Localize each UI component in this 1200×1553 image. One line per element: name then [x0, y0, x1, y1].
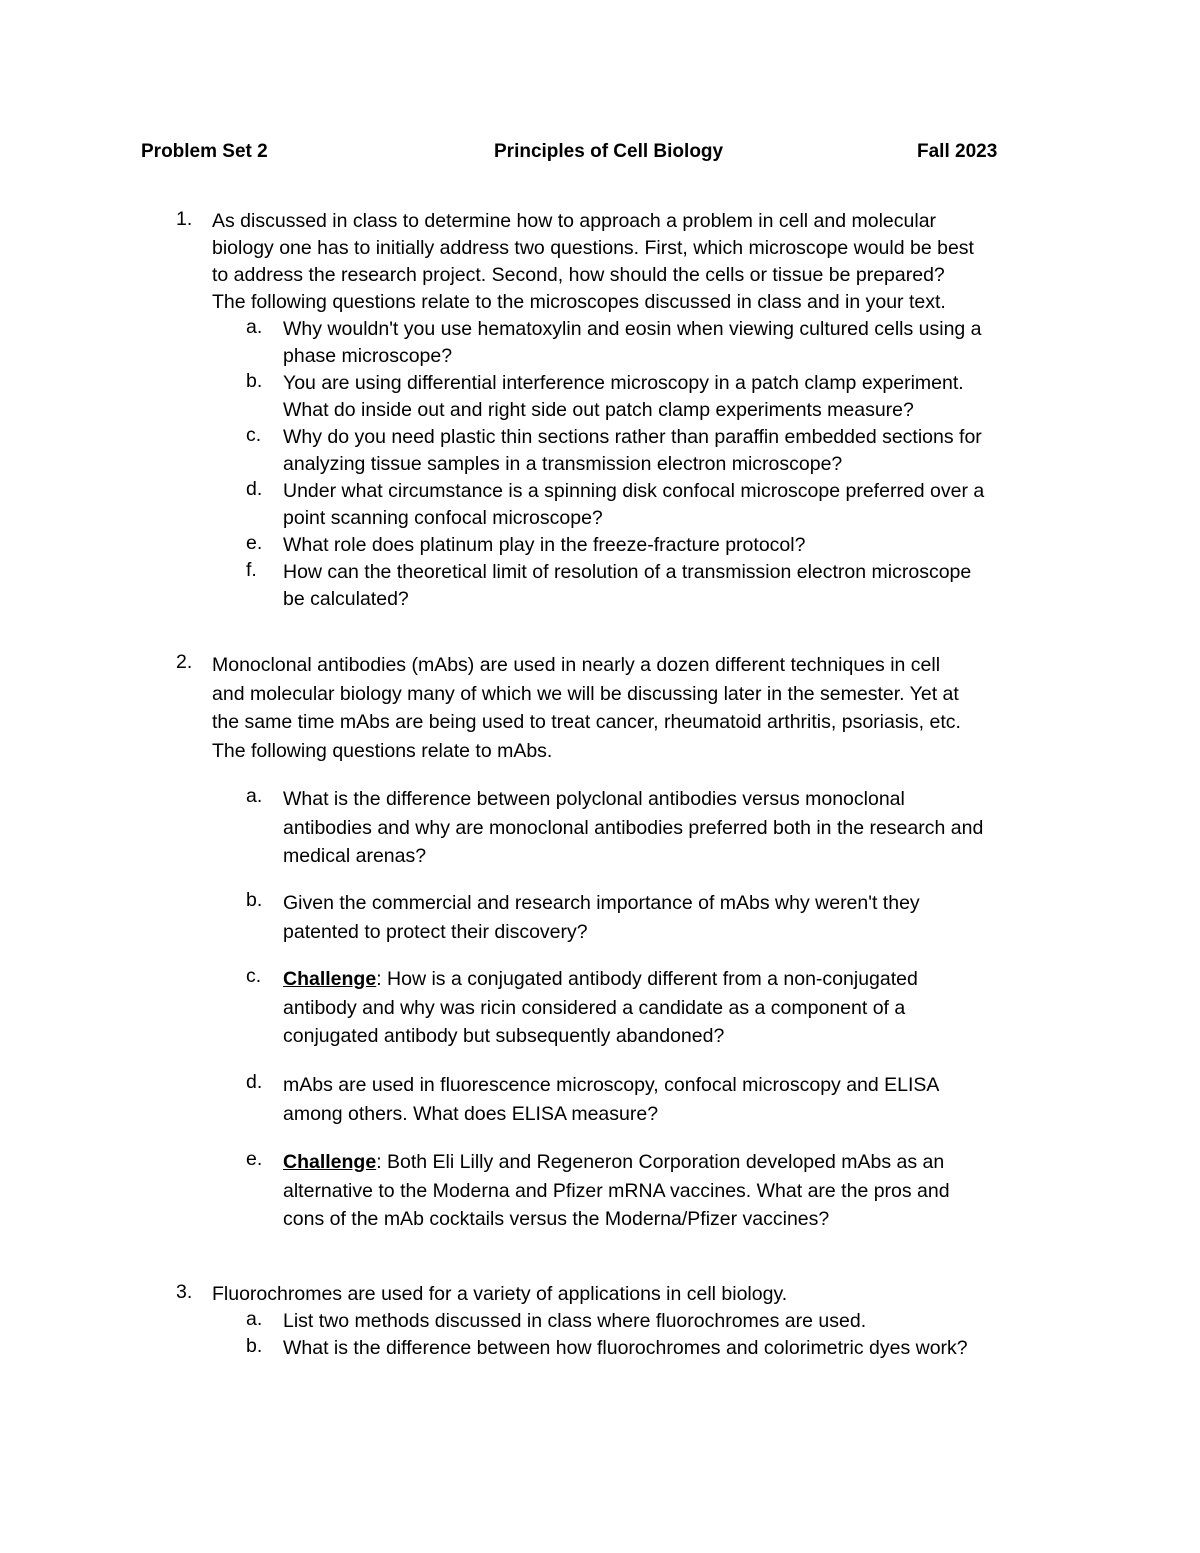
challenge-label: Challenge — [283, 968, 377, 990]
text-line: point scanning confocal microscope? — [283, 507, 603, 529]
question-text — [212, 208, 1072, 316]
text-line: Given the commercial and research importance of mAbs why weren't they — [283, 892, 920, 914]
sub-letter: a. — [246, 316, 263, 338]
sub-text — [283, 559, 1073, 613]
text-line: Why do you need plastic thin sections rather than paraffin embedded sections for — [283, 426, 982, 448]
sub-text — [283, 1308, 1073, 1335]
sub-text — [283, 316, 1073, 370]
sub-letter: f. — [246, 559, 257, 581]
text-line: What do inside out and right side out patch clamp experiments measure? — [283, 399, 914, 421]
sub-text — [283, 1335, 1073, 1362]
sub-letter: d. — [246, 1071, 263, 1093]
text-line — [283, 965, 1073, 994]
sub-letter: e. — [246, 1148, 263, 1170]
text-line: and molecular biology many of which we will be discussing later in the semester. Yet at — [212, 682, 959, 705]
challenge-label: Challenge — [283, 1151, 377, 1173]
question-number: 3. — [176, 1281, 193, 1303]
text-line: biology one has to initially address two questions. First, which microscope would be best — [212, 237, 974, 259]
sub-letter: c. — [246, 424, 262, 446]
sub-letter: a. — [246, 1308, 263, 1330]
question-text — [212, 1281, 1072, 1308]
page-header — [141, 141, 1011, 167]
sub-text — [283, 478, 1073, 532]
text-line: List two methods discussed in class where fluorochromes are used. — [283, 1310, 867, 1332]
question-number: 2. — [176, 651, 193, 673]
text-line: alternative to the Moderna and Pfizer mRNA vaccines. What are the pros and — [283, 1179, 950, 1202]
sub-letter: d. — [246, 478, 263, 500]
text-line: antibody and why was ricin considered a candidate as a component of a — [283, 996, 906, 1019]
text-line: Fluorochromes are used for a variety of applications in cell biology. — [212, 1283, 788, 1305]
text-line: the same time mAbs are being used to treat cancer, rheumatoid arthritis, psoriasis, etc. — [212, 711, 961, 733]
sub-text — [283, 965, 1073, 1051]
sub-text — [283, 785, 1073, 871]
header-course-title: Principles of Cell Biology — [494, 141, 724, 162]
sub-text — [283, 889, 1073, 946]
text-line: analyzing tissue samples in a transmission electron microscope? — [283, 453, 843, 475]
text-line: The following questions relate to the microscopes discussed in class and in your text. — [212, 291, 946, 313]
text-line: What is the difference between how fluorochromes and colorimetric dyes work? — [283, 1337, 968, 1359]
sub-text — [283, 1071, 1073, 1128]
text-fragment: : Both Eli Lilly and Regeneron Corporation developed mAbs as an — [376, 1151, 945, 1173]
sub-text — [283, 370, 1073, 424]
sub-letter: b. — [246, 370, 263, 392]
sub-letter: b. — [246, 889, 263, 911]
text-line: What role does platinum play in the freeze-fracture protocol? — [283, 534, 806, 556]
text-line: patented to protect their discovery? — [283, 920, 588, 943]
header-problem-set: Problem Set 2 — [141, 141, 268, 162]
text-fragment: : How is a conjugated antibody different from a non-conjugated — [376, 968, 918, 990]
question-text — [212, 651, 1072, 765]
text-line: antibodies and why are monoclonal antibodies preferred both in the research and — [283, 816, 984, 839]
sub-text — [283, 532, 1073, 559]
sub-letter: a. — [246, 785, 263, 807]
sub-letter: c. — [246, 965, 262, 987]
text-line — [283, 1148, 1073, 1177]
sub-letter: b. — [246, 1335, 263, 1357]
text-line: Why wouldn't you use hematoxylin and eosin when viewing cultured cells using a — [283, 318, 982, 340]
text-line: cons of the mAb cocktails versus the Moderna/Pfizer vaccines? — [283, 1208, 830, 1230]
text-line: mAbs are used in fluorescence microscopy, confocal microscopy and ELISA — [283, 1074, 940, 1096]
text-line: The following questions relate to mAbs. — [212, 739, 553, 762]
text-line: phase microscope? — [283, 345, 453, 367]
text-line: What is the difference between polyclonal antibodies versus monoclonal — [283, 788, 905, 810]
sub-text — [283, 1148, 1073, 1234]
text-line: conjugated antibody but subsequently abandoned? — [283, 1025, 725, 1047]
text-line: You are using differential interference microscopy in a patch clamp experiment. — [283, 372, 964, 394]
text-line: among others. What does ELISA measure? — [283, 1102, 659, 1125]
sub-text — [283, 424, 1073, 478]
header-term: Fall 2023 — [917, 141, 998, 162]
text-line: How can the theoretical limit of resolution of a transmission electron microscope — [283, 561, 972, 583]
text-line: Monoclonal antibodies (mAbs) are used in nearly a dozen different techniques in cell — [212, 654, 941, 676]
text-line: Under what circumstance is a spinning disk confocal microscope preferred over a — [283, 480, 985, 502]
sub-letter: e. — [246, 532, 263, 554]
question-number: 1. — [176, 208, 193, 230]
text-line: As discussed in class to determine how to approach a problem in cell and molecular — [212, 210, 937, 232]
text-line: be calculated? — [283, 588, 409, 610]
text-line: to address the research project. Second, how should the cells or tissue be prepared? — [212, 264, 945, 286]
text-line: medical arenas? — [283, 845, 427, 867]
